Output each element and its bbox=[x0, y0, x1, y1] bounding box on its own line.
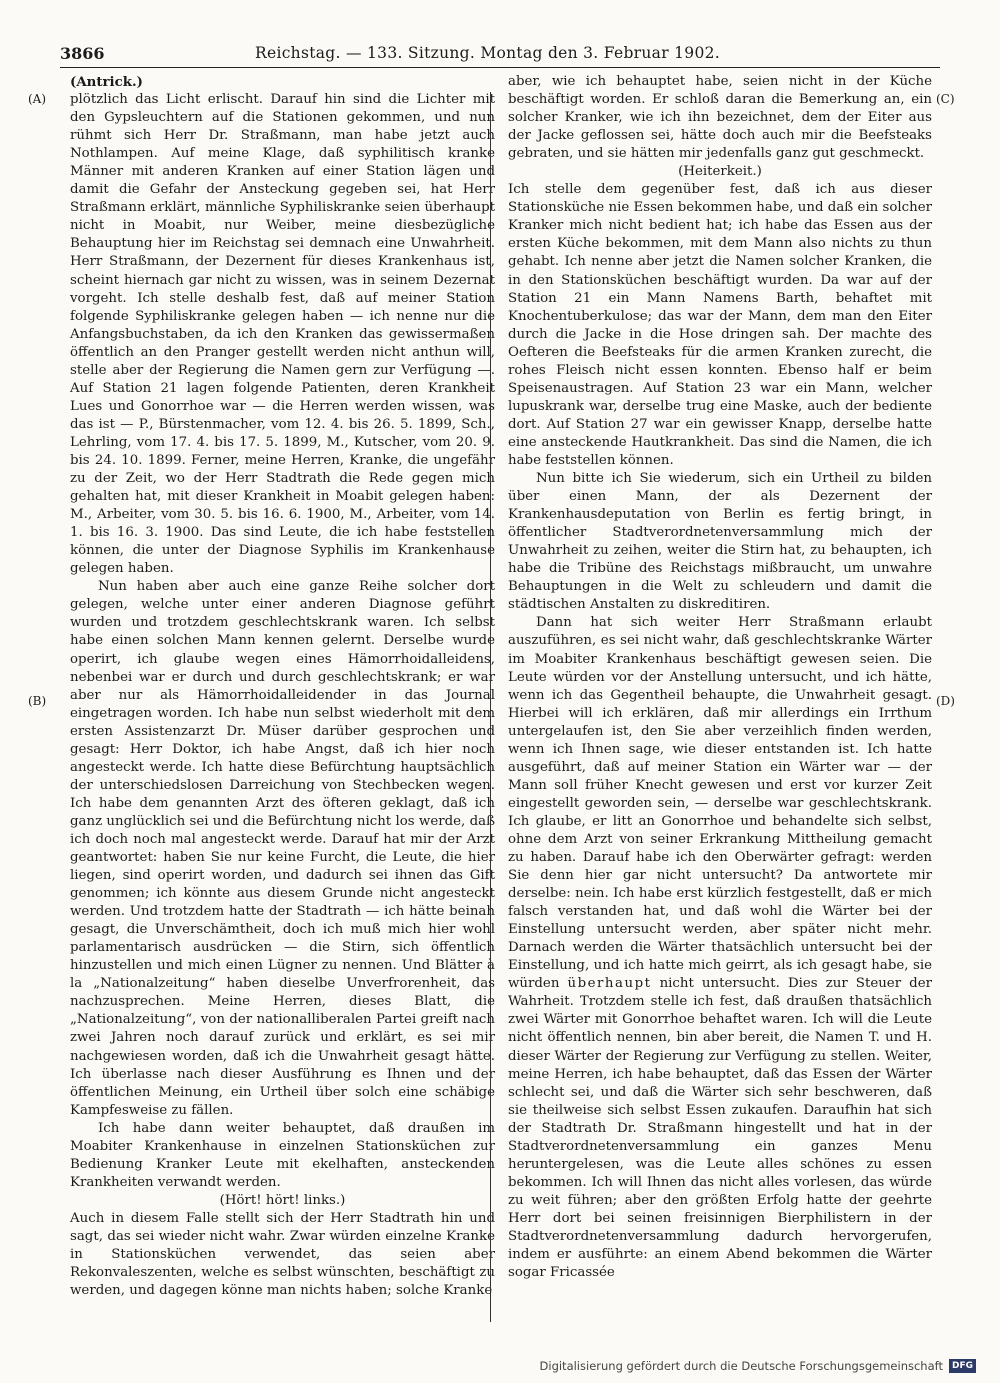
speaker-label: (Antrick.) bbox=[70, 74, 143, 90]
margin-marker-a: (A) bbox=[28, 92, 47, 106]
interjection: (Hört! hört! links.) bbox=[219, 1192, 346, 1208]
interjection: (Heiterkeit.) bbox=[678, 164, 762, 180]
running-head: Reichstag. — 133. Sitzung. Montag den 3. Februar 1902. bbox=[255, 44, 721, 62]
margin-marker-c: (C) bbox=[936, 92, 955, 106]
page-number: 3866 bbox=[60, 44, 105, 63]
paragraph: Nun bitte ich Sie wiederum, sich ein Urtheil zu bilden über einen Mann, der als Dezernent der Krankenhausdeputation von Berlin es fertig bringt, in öffentlicher Stadtverordnetenversammlung mich der Unwahrheit zu zeihen, weiter die Stirn hat, zu behaupten, ich habe die Tribüne des Reichstags mißbraucht, um unwahre Behauptungen in die Welt zu schleudern und damit die städtischen Anstalten zu diskreditiren. bbox=[508, 471, 932, 613]
header-rule bbox=[60, 67, 940, 68]
left-column bbox=[70, 73, 495, 1300]
paragraph bbox=[508, 614, 932, 1282]
paragraph: plötzlich das Licht erlischt. Darauf hin sind die Lichter mit den Gypsleuchtern auf die Stationen gekommen, und nun rühmt sich Herr Dr. Straßmann, man habe jetzt auch Nothlampen. Auf meine Klage, daß syphilitisch kranke Männer mit anderen Kranken auf einer Station lägen und damit die Gefahr der Ansteckung gegeben sei, hat Herr Straßmann erklärt, männliche Syphiliskranke seien überhaupt nicht in Moabit, nur Weiber, meine diesbezügliche Behauptung hier im Reichstag sei demnach eine Unwahrheit. Herr Straßmann, der Dezernent für dieses Krankenhaus ist, scheint hiernach gar nicht zu wissen, was in seinem Dezernat vorgeht. Ich stelle deshalb fest, daß auf meiner Station folgende Syphiliskranke gelegen haben — ich nenne nur die Anfangsbuchstaben, da ich den Kranken das gewissermaßen öffentlich an den Pranger gestellt werden nicht anthun will, stelle aber der Regierung die Namen gern zur Verfügung —. Auf Station 21 lagen folgende Patienten, deren Krankheit Lues und Gonorrhoe war — die Herren werden wissen, was das ist — P., Bürstenmacher, vom 12. 4. bis 26. 5. 1899, Sch., Lehrling, vom 17. 4. bis 17. 5. 1899, M., Kutscher, vom 20. 9. bis 24. 10. 1899. Ferner, meine Herren, Kranke, die ungefähr zu der Zeit, wo der Herr Stadtrath die Rede gegen mich gehalten hat, mit dieser Krankheit in Moabit gelegen haben: M., Arbeiter, vom 30. 5. bis 16. 6. 1900, M., Arbeiter, vom 14. 1. bis 16. 3. 1900. Das sind Leute, die ich habe feststellen können, die unter der Diagnose Syphilis im Krankenhause gelegen haben. bbox=[70, 92, 495, 577]
dfg-logo-icon: DFG bbox=[949, 1359, 976, 1373]
emphasized-word: überhaupt bbox=[567, 976, 652, 992]
paragraph: Auch in diesem Falle stellt sich der Herr Stadtrath hin und sagt, das sei wieder nicht wahr. Zwar würden einzelne Kranke in Stationsküchen verwendet, das seien aber Rekonvaleszenten, welche es selbst wünschten, beschäftigt zu werden, und dagegen könne man nichts haben; solche Kranke bbox=[70, 1210, 495, 1299]
footer-text: Digitalisierung gefördert durch die Deutsche Forschungsgemeinschaft bbox=[539, 1359, 943, 1373]
paragraph: Ich habe dann weiter behauptet, daß draußen im Moabiter Krankenhause in einzelnen Stationsküchen zur Bedienung Kranker Leute mit ekelhaften, ansteckenden Krankheiten verwandt werden. bbox=[70, 1120, 495, 1190]
paragraph: Nun haben aber auch eine ganze Reihe solcher dort gelegen, welche unter einer anderen Diagnose geführt wurden und trotzdem geschlechtskrank waren. Ich selbst habe einen solchen Mann kennen gelernt. Derselbe wurde operirt, ich glaube wegen eines Hämorrhoidalleidens, nebenbei war er durch und durch geschlechtskrank; er war aber nur als Hämorrhoidalleidender in das Journal eingetragen worden. Ich habe nun selbst wiederholt mit dem ersten Assistenzarzt Dr. Müser darüber gesprochen und gesagt: Herr Doktor, ich habe Angst, daß ich hier noch angesteckt werde. Ich hatte diese Befürchtung hauptsächlich der unterschiedslosen Darreichung von Stechbecken wegen. Ich habe dem genannten Arzt des öfteren geklagt, daß ich ganz unglücklich sei und die Befürchtung nicht los werde, daß ich doch noch mal angesteckt werde. Darauf hat mir der Arzt geantwortet: haben Sie nur keine Furcht, die Leute, die hier liegen, sind operirt worden, und dadurch sei ihnen das Gift genommen; ich könnte aus diesem Grunde nicht angesteckt werden. Und trotzdem hatte der Stadtrath — ich hätte beinah gesagt, die Unverschämtheit, doch ich muß mich hier wohl parlamentarisch ausdrücken — die Stirn, sich öffentlich hinzustellen und mich einen Lügner zu nennen. Und Blätter à la „Nationalzeitung“ haben dieselbe Unverfrorenheit, das nachzusprechen. Meine Herren, dieses Blatt, die „Nationalzeitung“, von der nationalliberalen Partei greift nach zwei Jahren noch darauf zurück und erklärt, es sei mir nachgewiesen worden, daß ich die Unwahrheit gesagt hätte. Ich überlasse nach dieser Ausführung es Ihnen und der öffentlichen Meinung, ein Urtheil über solch eine schäbige Kampfesweise zu fällen. bbox=[70, 579, 495, 1118]
right-column bbox=[508, 73, 932, 1282]
paragraph-text: Dann hat sich weiter Herr Straßmann erlaubt auszuführen, es sei nicht wahr, daß geschlechtskranke Wärter im Moabiter Krankenhaus beschäftigt gewesen seien. Die Leute würden vor der Anstellung untersucht, und ich hätte, wenn ich das Gegentheil behaupte, die Unwahrheit gesagt. Hierbei will ich erklären, daß mir allerdings ein Irrthum untergelaufen ist, den Sie aber verzeihlich finden werden, wenn ich Ihnen sage, wie dieser entstanden ist. Ich hatte ausgeführt, daß auf meiner Station ein Wärter war — der Mann soll früher Knecht gewesen und erst vor kurzer Zeit eingestellt geworden sein, — derselbe war geschlechtskrank. Ich glaube, er litt an Gonorrhoe und behandelte sich selbst, ohne dem Arzt von seiner Erkrankung Mittheilung gemacht zu haben. Darauf habe ich den Oberwärter gefragt: werden Sie denn hier gar nicht untersucht? Da antwortete mir derselbe: nein. Ich habe erst kürzlich festgestellt, daß er mich falsch verstanden hat, und daß wohl die Wärter bei der Einstellung untersucht werden, aber später nicht mehr. Darnach werden die Wärter thatsächlich untersucht bei der Einstellung, und ich hatte mich geirrt, als ich gesagt habe, sie würden bbox=[508, 615, 932, 992]
column-divider bbox=[490, 92, 491, 1322]
paragraph: aber, wie ich behauptet habe, seien nicht in der Küche beschäftigt worden. Er schloß daran die Bemerkung an, ein solcher Kranker, wie ich ihn bezeichnet, dem der Eiter aus der Jacke geflossen sei, hätte doch auch mir die Beefsteaks gebraten, und sie hätten mir jedenfalls ganz gut geschmeckt. bbox=[508, 74, 932, 162]
footer-credit bbox=[540, 1359, 976, 1373]
paragraph-text: nicht untersucht. Dies zur Steuer der Wahrheit. Trotzdem stelle ich fest, daß draußen thatsächlich zwei Wärter mit Gonorrhoe behaftet waren. Ich will die Leute nicht öffentlich nennen, bin aber bereit, die Namen T. und H. dieser Wärter der Regierung zur Verfügung zu stellen. Weiter, meine Herren, ich habe behauptet, daß das Essen der Wärter schlecht sei, und daß die Wärter sich sehr beschweren, daß sie theilweise sich selbst Essen zukaufen. Daraufhin hat sich der Stadtrath Dr. Straßmann hingestellt und hat in der Stadtverordnetenversammlung ein ganzes Menu heruntergelesen, was die Leute alles schönes zu essen bekommen. Ich will Ihnen das nicht alles vorlesen, das würde zu weit führen; aber den größten Erfolg hatte der geehrte Herr dort bei seinen freisinnigen Bierphilistern in der Stadtverordnetenversammlung dadurch hervorgerufen, indem er ausführte: an einem Abend bekommen die Wärter sogar Fricassée bbox=[508, 976, 932, 1281]
margin-marker-d: (D) bbox=[936, 694, 955, 708]
page-header bbox=[60, 44, 940, 66]
margin-marker-b: (B) bbox=[28, 694, 47, 708]
paragraph: Ich stelle dem gegenüber fest, daß ich aus dieser Stationsküche nie Essen bekommen habe, und daß ein solcher Kranker mich nicht bedient hat; ich habe das Essen aus der ersten Küche bekommen, mit dem Mann also nichts zu thun gehabt. Ich nenne aber jetzt die Namen solcher Kranken, die in den Stationsküchen beschäftigt wurden. Da war auf der Station 21 ein Mann Namens Barth, behaftet mit Knochentuberkulose; das war der Mann, dem man den Eiter durch die Jacke in die Hose dringen sah. Der machte des Oefteren die Beefsteaks für die armen Kranken zurecht, die rohes Fleisch nicht essen konnten. Ebenso half er beim Speisenaustragen. Auf Station 23 war ein Mann, welcher lupuskrank war, derselbe trug eine Maske, auch der bediente dort. Auf Station 27 war ein gewisser Knapp, derselbe hatte eine ansteckende Hautkrankheit. Das sind die Namen, die ich habe feststellen können. bbox=[508, 182, 932, 468]
